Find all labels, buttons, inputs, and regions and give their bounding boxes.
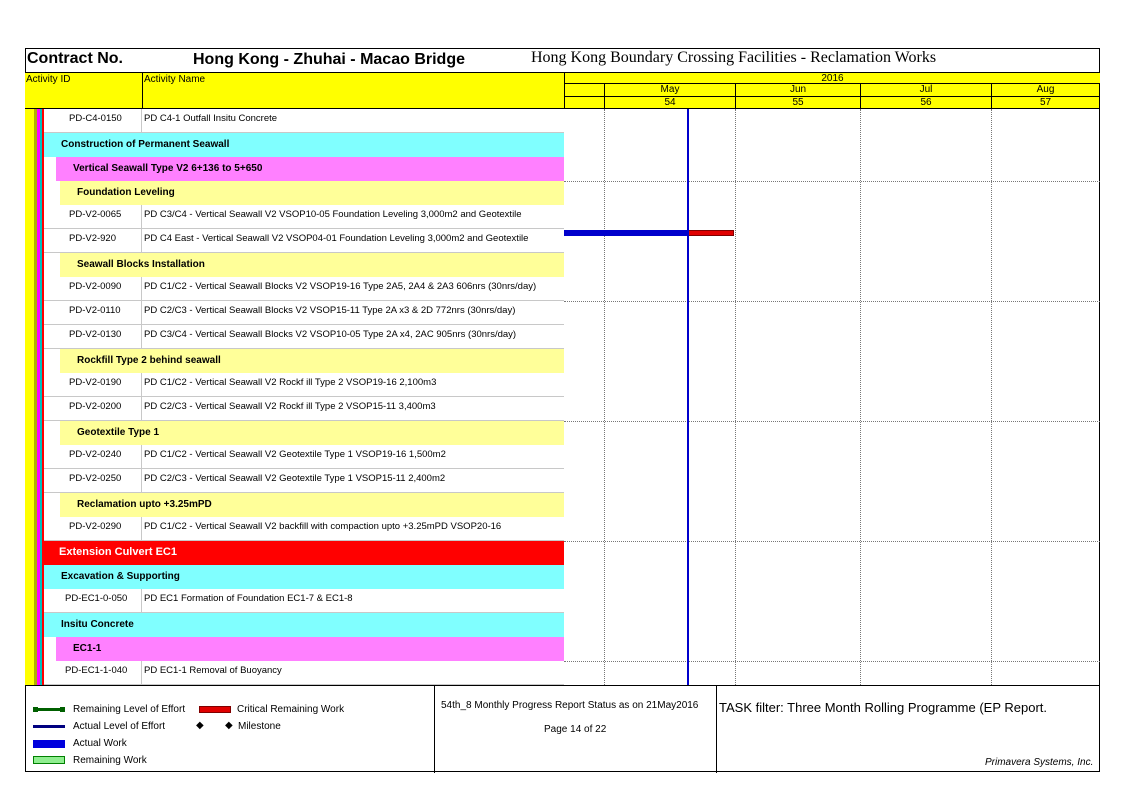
timeline-header bbox=[564, 72, 1100, 109]
activity-id: PD-V2-920 bbox=[69, 233, 116, 244]
timeline-month-blank bbox=[564, 84, 604, 97]
activity-name: PD C2/C3 - Vertical Seawall Blocks V2 VSOP15-11 Type 2A x3 & 2D 772nrs (30nrs/day) bbox=[144, 305, 516, 316]
footer-divider bbox=[716, 686, 717, 773]
grid-line bbox=[564, 181, 1100, 182]
wbs-group-row[interactable] bbox=[25, 349, 564, 373]
activity-id: PD-C4-0150 bbox=[69, 113, 122, 124]
wbs-group-row[interactable] bbox=[25, 637, 564, 661]
activity-row[interactable] bbox=[25, 517, 564, 541]
activity-name: PD C1/C2 - Vertical Seawall V2 backfill with compaction upto +3.25mPD VSOP20-16 bbox=[144, 521, 502, 532]
wbs-group-label: Insitu Concrete bbox=[61, 619, 134, 630]
wbs-group-label: Reclamation upto +3.25mPD bbox=[77, 499, 212, 510]
column-header-activity-name-label: Activity Name bbox=[144, 74, 206, 85]
project-title: Hong Kong - Zhuhai - Macao Bridge bbox=[193, 51, 465, 68]
activity-name: PD C4-1 Outfall Insitu Concrete bbox=[144, 113, 278, 124]
column-divider bbox=[141, 229, 142, 253]
timeline-period bbox=[604, 97, 735, 109]
wbs-group-label: Geotextile Type 1 bbox=[77, 427, 160, 438]
activity-row[interactable] bbox=[25, 325, 564, 349]
timeline-period-label: 56 bbox=[920, 97, 932, 108]
legend-actual-work: Actual Work bbox=[73, 738, 127, 749]
activity-row[interactable] bbox=[25, 373, 564, 397]
grid-line bbox=[735, 109, 736, 685]
actual-level-of-effort-icon bbox=[33, 725, 65, 728]
activity-name: PD C2/C3 - Vertical Seawall V2 Rockf ill Type 2 VSOP15-11 3,400m3 bbox=[144, 401, 436, 412]
column-divider bbox=[141, 205, 142, 229]
wbs-group-row[interactable] bbox=[25, 613, 564, 637]
wbs-indent-stripe bbox=[42, 109, 44, 685]
grid-border bbox=[1099, 109, 1100, 685]
legend-actual-level-of-effort: Actual Level of Effort bbox=[73, 721, 166, 732]
column-divider bbox=[141, 517, 142, 541]
timeline-year-label: 2016 bbox=[821, 73, 844, 84]
activity-name: PD C3/C4 - Vertical Seawall Blocks V2 VSOP10-05 Type 2A x4, 2AC 905nrs (30nrs/day) bbox=[144, 329, 517, 340]
timeline-month bbox=[604, 84, 735, 97]
activity-name: PD C3/C4 - Vertical Seawall V2 VSOP10-05 Foundation Leveling 3,000m2 and Geotextile bbox=[144, 209, 522, 220]
contract-label: Contract No. bbox=[27, 50, 123, 67]
activity-id: PD-V2-0130 bbox=[69, 329, 122, 340]
timeline-period bbox=[860, 97, 991, 109]
wbs-group-label: Seawall Blocks Installation bbox=[77, 259, 205, 270]
wbs-group-row[interactable] bbox=[25, 253, 564, 277]
wbs-group-label: Excavation & Supporting bbox=[61, 571, 180, 582]
column-divider bbox=[141, 277, 142, 301]
activity-id: PD-V2-0240 bbox=[69, 449, 122, 460]
activity-table bbox=[25, 109, 564, 685]
activity-row[interactable] bbox=[25, 469, 564, 493]
critical-remaining-work-bar[interactable] bbox=[688, 230, 734, 236]
milestone-icon: ◆ bbox=[196, 720, 204, 731]
column-divider bbox=[141, 301, 142, 325]
activity-id: PD-V2-0200 bbox=[69, 401, 122, 412]
wbs-group-label: Foundation Leveling bbox=[77, 187, 175, 198]
timeline-period bbox=[735, 97, 860, 109]
grid-line bbox=[564, 421, 1100, 422]
grid-line bbox=[564, 541, 1100, 542]
task-filter-text: TASK filter: Three Month Rolling Programme (EP Report. bbox=[719, 700, 1048, 715]
wbs-group-label: Construction of Permanent Seawall bbox=[61, 139, 230, 150]
critical-remaining-work-icon bbox=[199, 706, 231, 713]
legend-remaining-work: Remaining Work bbox=[73, 755, 147, 766]
activity-name: PD C1/C2 - Vertical Seawall V2 Geotextile Type 1 VSOP19-16 1,500m2 bbox=[144, 449, 446, 460]
activity-row[interactable] bbox=[25, 277, 564, 301]
activity-name: PD C2/C3 - Vertical Seawall V2 Geotextile Type 1 VSOP15-11 2,400m2 bbox=[144, 473, 446, 484]
activity-name: PD C4 East - Vertical Seawall V2 VSOP04-01 Foundation Leveling 3,000m2 and Geotextile bbox=[144, 233, 529, 244]
timeline-period-blank bbox=[564, 97, 604, 109]
activity-id: PD-V2-0065 bbox=[69, 209, 122, 220]
wbs-group-label: Rockfill Type 2 behind seawall bbox=[77, 355, 221, 366]
gantt-chart-area bbox=[564, 109, 1100, 685]
data-date-line bbox=[687, 109, 689, 685]
column-divider bbox=[141, 109, 142, 133]
activity-id: PD-V2-0190 bbox=[69, 377, 122, 388]
activity-id: PD-EC1-1-040 bbox=[65, 665, 128, 676]
wbs-group-row[interactable] bbox=[25, 421, 564, 445]
timeline-month bbox=[735, 84, 860, 97]
grid-line bbox=[604, 109, 605, 685]
timeline-month-label: Jun bbox=[789, 84, 807, 95]
grid-line bbox=[991, 109, 992, 685]
wbs-group-row[interactable] bbox=[25, 157, 564, 181]
wbs-group-row[interactable] bbox=[25, 565, 564, 589]
column-header-activity-id[interactable] bbox=[25, 72, 142, 109]
wbs-band bbox=[56, 637, 564, 661]
column-divider bbox=[141, 397, 142, 421]
activity-row[interactable] bbox=[25, 109, 564, 133]
timeline-month bbox=[991, 84, 1100, 97]
column-divider bbox=[141, 445, 142, 469]
wbs-group-label: Extension Culvert EC1 bbox=[59, 546, 177, 558]
wbs-group-row[interactable] bbox=[25, 181, 564, 205]
activity-id: PD-V2-0250 bbox=[69, 473, 122, 484]
timeline-month bbox=[860, 84, 991, 97]
remaining-level-of-effort-icon-cap bbox=[60, 707, 65, 712]
activity-name: PD C1/C2 - Vertical Seawall Blocks V2 VSOP19-16 Type 2A5, 2A4 & 2A3 606nrs (30nrs/day) bbox=[144, 281, 537, 292]
column-header-activity-id-label: Activity ID bbox=[26, 74, 71, 85]
timeline-period-label: 55 bbox=[792, 97, 804, 108]
column-divider bbox=[141, 469, 142, 493]
actual-work-icon bbox=[33, 740, 65, 748]
timeline-month-label: Aug bbox=[1036, 84, 1055, 95]
column-divider bbox=[141, 325, 142, 349]
activity-name: PD EC1 Formation of Foundation EC1-7 & EC1-8 bbox=[144, 593, 353, 604]
column-divider bbox=[141, 661, 142, 685]
activity-row[interactable] bbox=[25, 661, 564, 685]
activity-row[interactable] bbox=[25, 229, 564, 253]
column-header-activity-name[interactable] bbox=[142, 72, 564, 109]
legend-critical-remaining-work: Critical Remaining Work bbox=[237, 704, 345, 715]
legend-remaining-level-of-effort: Remaining Level of Effort bbox=[73, 704, 186, 715]
timeline-month-label: Jul bbox=[919, 84, 933, 95]
activity-name: PD C1/C2 - Vertical Seawall V2 Rockf ill Type 2 VSOP19-16 2,100m3 bbox=[144, 377, 437, 388]
activity-id: PD-V2-0290 bbox=[69, 521, 122, 532]
report-header bbox=[25, 48, 1100, 72]
timeline-year bbox=[564, 72, 1100, 84]
wbs-group-row[interactable] bbox=[25, 493, 564, 517]
activity-row[interactable] bbox=[25, 205, 564, 229]
column-divider bbox=[141, 589, 142, 613]
timeline-period-label: 54 bbox=[664, 97, 676, 108]
wbs-group-label: Vertical Seawall Type V2 6+136 to 5+650 bbox=[73, 163, 263, 174]
timeline-month-label: May bbox=[660, 84, 680, 95]
activity-row[interactable] bbox=[25, 301, 564, 325]
grid-line bbox=[860, 109, 861, 685]
footer-divider bbox=[434, 686, 435, 773]
page-number: Page 14 of 22 bbox=[544, 724, 607, 735]
wbs-indent-stripe bbox=[25, 109, 34, 685]
timeline-period bbox=[991, 97, 1100, 109]
report-status-text: 54th_8 Monthly Progress Report Status as on 21May2016 bbox=[441, 700, 699, 711]
remaining-work-icon bbox=[33, 756, 65, 764]
activity-id: PD-V2-0110 bbox=[69, 305, 121, 316]
grid-line bbox=[564, 661, 1100, 662]
activity-id: PD-EC1-0-050 bbox=[65, 593, 128, 604]
remaining-level-of-effort-icon-cap bbox=[33, 707, 38, 712]
milestone-icon: ◆ bbox=[225, 720, 233, 731]
actual-work-bar[interactable] bbox=[564, 230, 688, 236]
activity-row[interactable] bbox=[25, 397, 564, 421]
wbs-group-row[interactable] bbox=[25, 541, 564, 565]
wbs-group-row[interactable] bbox=[25, 133, 564, 157]
column-divider bbox=[141, 373, 142, 397]
legend-milestone: Milestone bbox=[238, 721, 281, 732]
timeline-period-label: 57 bbox=[1039, 97, 1052, 108]
grid-line bbox=[564, 301, 1100, 302]
activity-name: PD EC1-1 Removal of Buoyancy bbox=[144, 665, 282, 676]
vendor-text: Primavera Systems, Inc. bbox=[985, 757, 1094, 768]
activity-row[interactable] bbox=[25, 445, 564, 469]
activity-row[interactable] bbox=[25, 589, 564, 613]
activity-id: PD-V2-0090 bbox=[69, 281, 122, 292]
report-footer bbox=[25, 685, 1100, 772]
report-subtitle: Hong Kong Boundary Crossing Facilities - Reclamation Works bbox=[531, 49, 937, 66]
wbs-group-label: EC1-1 bbox=[73, 643, 102, 654]
